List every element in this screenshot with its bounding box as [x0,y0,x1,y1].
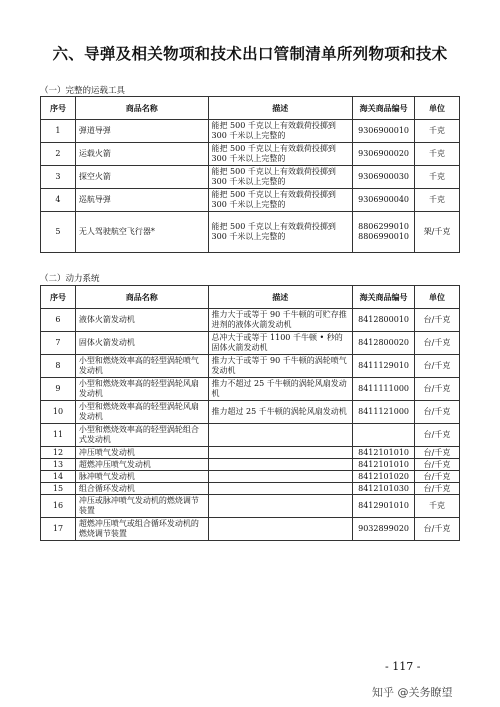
cell-desc [208,518,353,541]
table-row [41,459,460,471]
header-name: 商品名称 [75,97,208,120]
cell-code: 9032899020 [353,518,415,541]
table-row [41,189,460,212]
table-row [41,424,460,447]
cell-no: 4 [41,189,76,212]
cell-no: 16 [41,495,76,518]
table-row [41,355,460,378]
cell-name: 小型和燃烧效率高的轻型涡轮风扇发动机 [75,378,208,401]
cell-unit: 台/千克 [415,332,460,355]
section-1-title: （一）完整的运载工具 [40,86,126,96]
cell-name: 小型和燃烧效率高的轻型涡轮风扇发动机 [75,401,208,424]
cell-unit: 千克 [415,495,460,518]
cell-unit: 台/千克 [415,424,460,447]
cell-code: 8411129010 [353,355,415,378]
cell-no: 12 [41,447,76,459]
cell-no: 9 [41,378,76,401]
cell-no: 13 [41,459,76,471]
table-row [41,483,460,495]
cell-unit: 千克 [415,189,460,212]
cell-no: 5 [41,212,76,253]
cell-unit: 台/千克 [415,447,460,459]
cell-no: 15 [41,483,76,495]
table-row [41,518,460,541]
cell-desc [208,459,353,471]
cell-name: 组合循环发动机 [75,483,208,495]
cell-code: 9306900040 [353,189,415,212]
header-desc: 描述 [208,97,353,120]
cell-unit: 千克 [415,143,460,166]
cell-unit: 台/千克 [415,378,460,401]
cell-desc: 能把 500 千克以上有效载荷投掷到 300 千米以上完整的 [208,212,353,253]
cell-desc: 能把 500 千克以上有效载荷投掷到 300 千米以上完整的 [208,120,353,143]
table-row [41,447,460,459]
cell-no: 17 [41,518,76,541]
table-row [41,401,460,424]
cell-desc: 能把 500 千克以上有效载荷投掷到 300 千米以上完整的 [208,166,353,189]
cell-unit: 千克 [415,120,460,143]
cell-code: 9306900020 [353,143,415,166]
cell-desc: 推力不超过 25 千牛顿的涡轮风扇发动机 [208,378,353,401]
cell-unit: 台/千克 [415,518,460,541]
cell-code: 8412101030 [353,483,415,495]
header-name: 商品名称 [75,286,208,309]
cell-desc: 总冲大于或等于 1100 千牛顿 • 秒的固体火箭发动机 [208,332,353,355]
header-no: 序号 [41,286,76,309]
cell-unit: 台/千克 [415,401,460,424]
cell-unit: 台/千克 [415,309,460,332]
header-unit: 单位 [415,97,460,120]
table-row [41,120,460,143]
table-section-2 [40,285,460,541]
cell-code: 8806299010 8806990010 [353,212,415,253]
cell-unit: 架/千克 [415,212,460,253]
cell-name: 液体火箭发动机 [75,309,208,332]
cell-name: 脉冲喷气发动机 [75,471,208,483]
cell-code [353,424,415,447]
cell-no: 11 [41,424,76,447]
table-header-row [41,97,460,120]
cell-name: 固体火箭发动机 [75,332,208,355]
table-row [41,212,460,253]
cell-desc [208,471,353,483]
cell-no: 6 [41,309,76,332]
cell-desc [208,483,353,495]
header-code: 海关商品编号 [353,97,415,120]
cell-no: 14 [41,471,76,483]
cell-name: 冲压喷气发动机 [75,447,208,459]
cell-desc: 能把 500 千克以上有效载荷投掷到 300 千米以上完整的 [208,143,353,166]
cell-code: 8411111000 [353,378,415,401]
page-number: - 117 - [385,660,421,673]
cell-code: 8412901010 [353,495,415,518]
cell-name: 巡航导弹 [75,189,208,212]
header-no: 序号 [41,97,76,120]
table-section-1 [40,96,460,253]
cell-name: 冲压或脉冲喷气发动机的燃烧调节装置 [75,495,208,518]
header-unit: 单位 [415,286,460,309]
cell-no: 1 [41,120,76,143]
cell-no: 8 [41,355,76,378]
cell-unit: 台/千克 [415,355,460,378]
cell-name: 小型和燃烧效率高的轻型涡轮组合式发动机 [75,424,208,447]
cell-code: 8411121000 [353,401,415,424]
page-title: 六、导弹及相关物项和技术出口管制清单所列物项和技术 [52,44,448,63]
cell-no: 10 [41,401,76,424]
cell-name: 无人驾驶航空飞行器* [75,212,208,253]
header-code: 海关商品编号 [353,286,415,309]
table-row [41,309,460,332]
section-2-title: （二）动力系统 [40,274,100,284]
header-desc: 描述 [208,286,353,309]
cell-no: 2 [41,143,76,166]
cell-code: 8412101010 [353,459,415,471]
cell-unit: 台/千克 [415,459,460,471]
cell-name: 运载火箭 [75,143,208,166]
cell-code: 8412800020 [353,332,415,355]
cell-unit: 台/千克 [415,471,460,483]
cell-code: 9306900010 [353,120,415,143]
cell-desc: 能把 500 千克以上有效载荷投掷到 300 千米以上完整的 [208,189,353,212]
cell-code: 8412101010 [353,447,415,459]
cell-no: 3 [41,166,76,189]
table-header-row [41,286,460,309]
cell-desc [208,495,353,518]
table-row [41,471,460,483]
cell-desc: 推力超过 25 千牛顿的涡轮风扇发动机 [208,401,353,424]
cell-desc [208,424,353,447]
cell-desc: 推力大于或等于 90 千牛顿的可贮存推进剂的液体火箭发动机 [208,309,353,332]
cell-name: 小型和燃烧效率高的轻型涡轮喷气发动机 [75,355,208,378]
cell-name: 探空火箭 [75,166,208,189]
cell-name: 超燃冲压喷气发动机 [75,459,208,471]
table-row [41,166,460,189]
table-row [41,332,460,355]
cell-no: 7 [41,332,76,355]
cell-unit: 台/千克 [415,483,460,495]
cell-unit: 千克 [415,166,460,189]
cell-desc [208,447,353,459]
cell-code: 8412101020 [353,471,415,483]
cell-code: 9306900030 [353,166,415,189]
cell-code: 8412800010 [353,309,415,332]
cell-desc: 推力大于或等于 90 千牛顿的涡轮喷气发动机 [208,355,353,378]
table-row [41,143,460,166]
table-row [41,378,460,401]
watermark: 知乎 @关务瞭望 [372,686,453,699]
cell-name: 超燃冲压喷气或组合循环发动机的燃烧调节装置 [75,518,208,541]
table-row [41,495,460,518]
cell-name: 弹道导弹 [75,120,208,143]
